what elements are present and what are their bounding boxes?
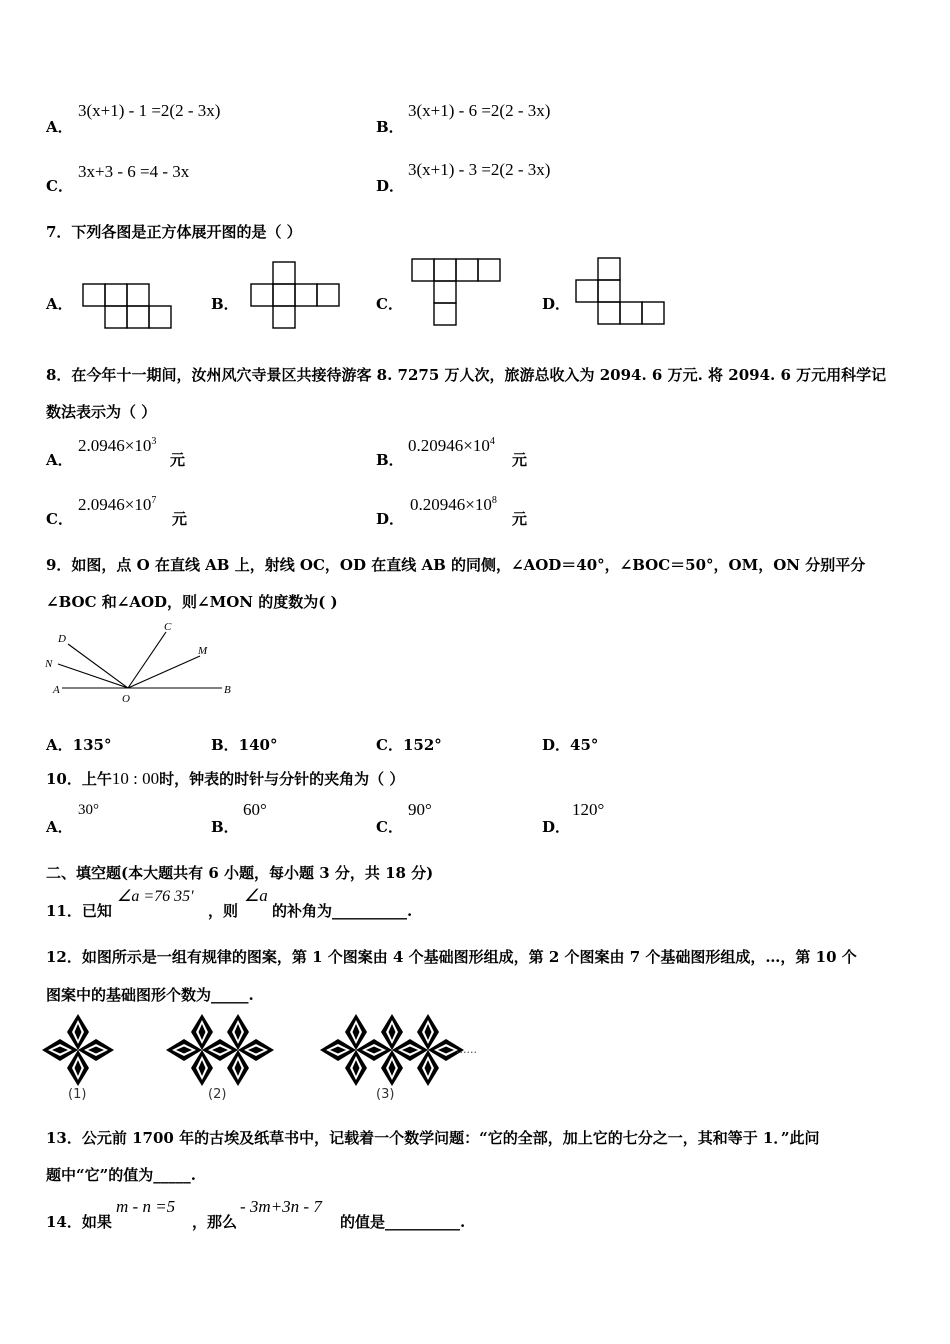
- q8-label-b: B．: [376, 451, 404, 469]
- q10-value-a: 30°: [78, 802, 99, 818]
- q10-value-d: 120°: [572, 800, 605, 819]
- q10-label-a: A．: [46, 818, 73, 836]
- q11-mid: ，则: [208, 902, 239, 920]
- q11-prefix: 11．已知: [46, 902, 112, 920]
- q11-angle-expr: ∠a =76 35′: [117, 888, 194, 905]
- label-o: O: [122, 693, 130, 705]
- q8-unit-b: 元: [512, 451, 528, 469]
- caption-2: (2): [208, 1087, 227, 1102]
- q6-label-c: C．: [46, 177, 73, 195]
- q10-label-c: C．: [376, 818, 403, 836]
- q7-label-b: B．: [211, 295, 239, 313]
- q6-label-b: B．: [376, 118, 404, 136]
- pattern-1: [42, 1014, 114, 1086]
- q9-option-d: D．45°: [542, 736, 599, 754]
- pattern-3: [320, 1014, 464, 1086]
- caption-3: (3): [376, 1087, 395, 1102]
- q8-unit-a: 元: [170, 451, 186, 469]
- q8-option-c: $2.0946\times 10^7$: [78, 495, 157, 514]
- label-c: C: [164, 621, 172, 633]
- label-a: A: [53, 684, 60, 696]
- pattern-continuation: ......: [456, 1043, 477, 1056]
- q13-stem-line2: 题中“它”的值为_____.: [46, 1166, 196, 1184]
- section-2-heading: 二、填空题(本大题共有 6 小题，每小题 3 分，共 18 分): [46, 864, 434, 882]
- q8-option-d: $0.20946\times 10^8$: [410, 495, 497, 514]
- q7-label-c: C．: [376, 295, 403, 313]
- q7-stem: 7．下列各图是正方体展开图的是（ ）: [46, 223, 302, 241]
- q8-label-a: A．: [46, 451, 73, 469]
- q14-mid: ，那么: [192, 1213, 238, 1231]
- q10-stem: 10．上午10 : 00时，钟表的时针与分针的夹角为（ ）: [46, 769, 405, 788]
- q6-label-a: A．: [46, 118, 73, 136]
- q10-value-b: 60°: [243, 800, 267, 819]
- q9-option-c: C．152°: [376, 736, 442, 754]
- q14-expr1: m - n =5: [116, 1197, 176, 1216]
- q8-stem-line2: 数法表示为（ ）: [46, 403, 157, 421]
- q8-unit-c: 元: [172, 510, 188, 528]
- q7-label-a: A．: [46, 295, 73, 313]
- q8-label-d: D．: [376, 510, 405, 528]
- q6-equation-c: 3x+3 - 6 =4 - 3x: [78, 162, 190, 181]
- q9-option-a: A．135°: [46, 736, 112, 754]
- q10-label-d: D．: [542, 818, 571, 836]
- label-d: D: [58, 633, 66, 645]
- q14-suffix: 的值是__________.: [340, 1213, 466, 1231]
- q12-stem-line1: 12．如图所示是一组有规律的图案，第 1 个图案由 4 个基础图形组成，第 2 个图案由 7 个基础图形组成，…，第 10 个: [46, 948, 857, 966]
- label-m: M: [198, 645, 208, 657]
- q6-label-d: D．: [376, 177, 405, 195]
- q12-stem-line2: 图案中的基础图形个数为_____.: [46, 986, 254, 1004]
- q6-equation-b: 3(x+1) - 6 =2(2 - 3x): [408, 101, 551, 120]
- q13-stem-line1: 13．公元前 1700 年的古埃及纸草书中，记载着一个数学问题：“它的全部，加上它的七分之一，其和等于 1．”此问: [46, 1129, 820, 1147]
- q10-value-c: 90°: [408, 800, 432, 819]
- q8-label-c: C．: [46, 510, 73, 528]
- pattern-2: [166, 1014, 274, 1086]
- caption-1: (1): [68, 1087, 87, 1102]
- q9-stem-line1: 9．如图，点 O 在直线 AB 上，射线 OC，OD 在直线 AB 的同侧，∠AOD＝40°，∠BOC＝50°，OM，ON 分别平分: [46, 556, 866, 574]
- q9-option-b: B．140°: [211, 736, 278, 754]
- q6-equation-d: 3(x+1) - 3 =2(2 - 3x): [408, 160, 551, 179]
- q11-suffix: 的补角为__________.: [272, 902, 413, 920]
- q7-label-d: D．: [542, 295, 571, 313]
- q14-expr2: - 3m+3n - 7: [240, 1197, 322, 1216]
- q8-unit-d: 元: [512, 510, 528, 528]
- q8-option-b: $0.20946\times 10^4$: [408, 436, 495, 455]
- q8-option-a: $2.0946\times 10^3$: [78, 436, 157, 455]
- q9-stem-line2: ∠BOC 和∠AOD，则∠MON 的度数为( ): [46, 593, 338, 611]
- label-b: B: [224, 684, 231, 696]
- q6-equation-a: 3(x+1) - 1 =2(2 - 3x): [78, 101, 221, 120]
- q10-label-b: B．: [211, 818, 239, 836]
- label-n: N: [45, 658, 53, 670]
- q8-stem-line1: 8．在今年十一期间，汝州风穴寺景区共接待游客 8. 7275 万人次，旅游总收入为 2094. 6 万元. 将 2094. 6 万元用科学记: [46, 366, 887, 384]
- q14-prefix: 14．如果: [46, 1213, 112, 1231]
- q11-angle-a: ∠a: [244, 886, 268, 905]
